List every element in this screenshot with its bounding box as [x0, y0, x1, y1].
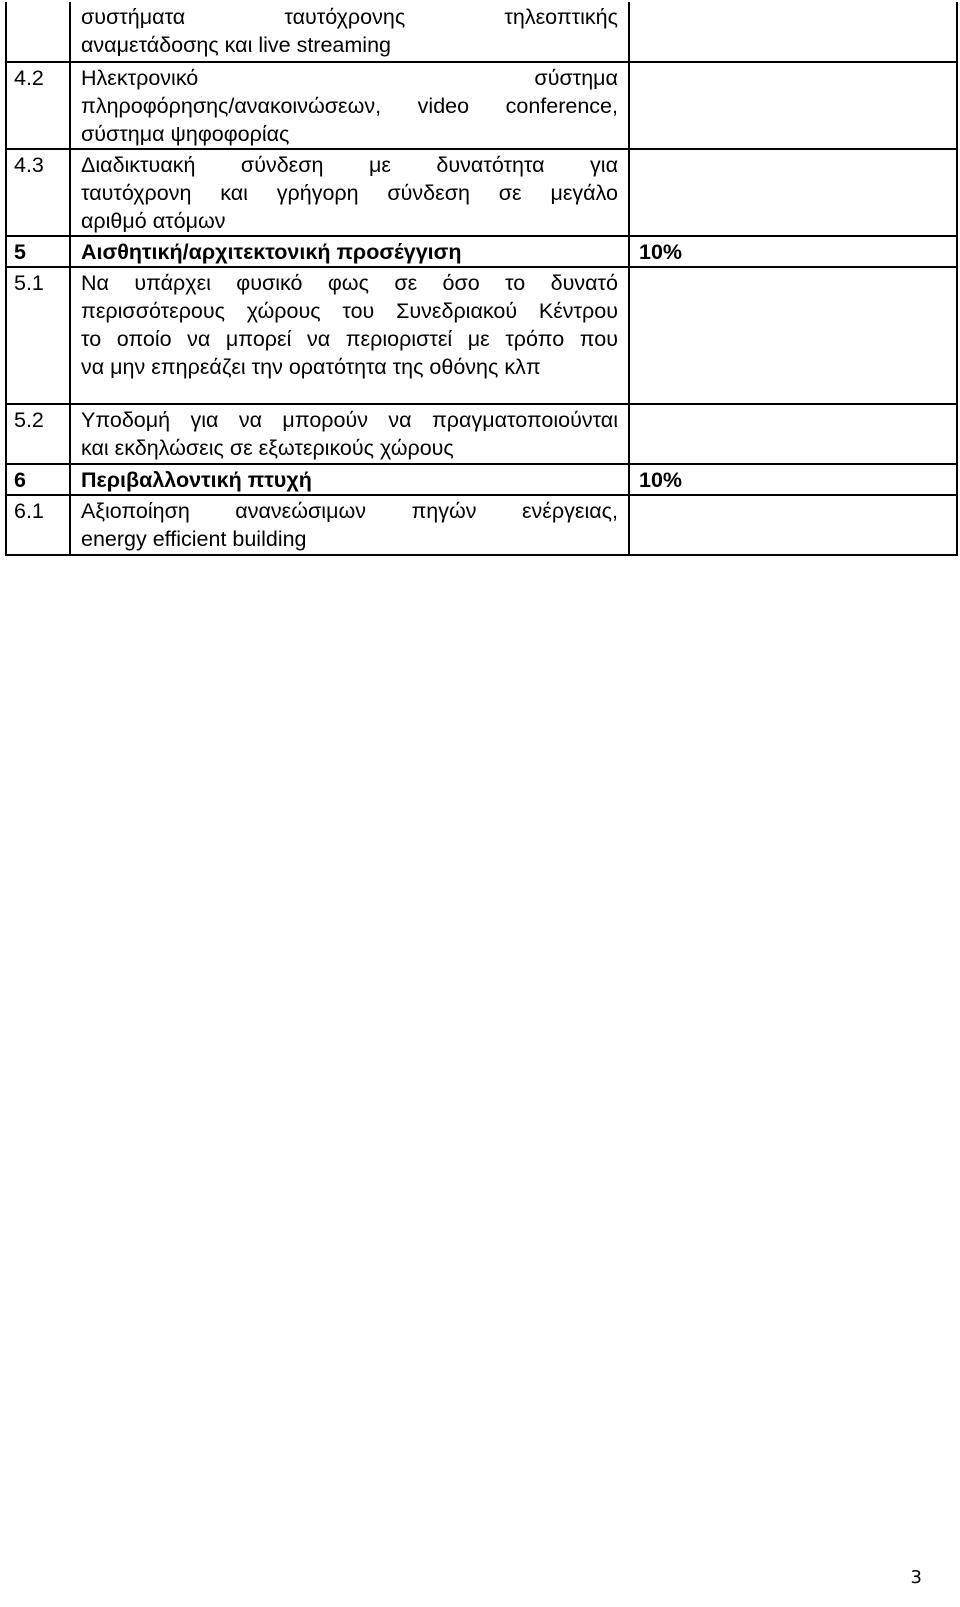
description-line: το οποίο να μπορεί να περιοριστεί με τρόπο που: [81, 327, 618, 351]
table-row: [6, 149, 957, 236]
section-title-line: Αισθητική/αρχιτεκτονική προσέγγιση: [81, 240, 462, 264]
section-title-line: Περιβαλλοντική πτυχή: [81, 468, 312, 492]
table-row: [6, 2, 957, 62]
row-number: 5.1: [6, 267, 70, 404]
description-line: Να υπάρχει φυσικό φως σε όσο το δυνατό: [81, 271, 618, 295]
table-row: [6, 267, 957, 404]
description-line: συστήματα ταυτόχρονης τηλεοπτικής: [81, 5, 618, 29]
section-title: [70, 464, 629, 495]
section-number: 5: [6, 236, 70, 267]
criteria-table: [5, 2, 958, 556]
description-line: περισσότερους χώρους του Συνεδριακού Κέντρου: [81, 299, 618, 323]
description-line: και εκδηλώσεις σε εξωτερικούς χώρους: [81, 436, 454, 460]
table-row-section: [6, 236, 957, 267]
row-description: [70, 2, 629, 62]
row-weight: [629, 267, 957, 404]
page-number: 3: [910, 1567, 922, 1588]
section-weight: 10%: [629, 236, 957, 267]
description-line: Ηλεκτρονικό σύστημα: [81, 66, 618, 90]
row-weight: [629, 495, 957, 555]
description-line: να μην επηρεάζει την ορατότητα της οθόνης κλπ: [81, 355, 541, 379]
description-line: Υποδομή για να μπορούν να πραγματοποιούνται: [81, 408, 618, 432]
description-line: αναμετάδοσης και live streaming: [81, 33, 391, 57]
section-title: [70, 236, 629, 267]
description-line: energy efficient building: [81, 527, 307, 551]
description-line: Διαδικτυακή σύνδεση με δυνατότητα για: [81, 153, 618, 177]
section-weight: 10%: [629, 464, 957, 495]
row-weight: [629, 404, 957, 464]
description-line: σύστημα ψηφοφορίας: [81, 122, 290, 146]
row-number: 5.2: [6, 404, 70, 464]
row-weight: [629, 149, 957, 236]
row-description: [70, 267, 629, 404]
row-weight: [629, 62, 957, 149]
row-number: 6.1: [6, 495, 70, 555]
row-description: [70, 495, 629, 555]
description-line: ταυτόχρονη και γρήγορη σύνδεση σε μεγάλο: [81, 181, 618, 205]
description-line: πληροφόρησης/ανακοινώσεων, video conference,: [81, 94, 618, 118]
row-description: [70, 149, 629, 236]
row-description: [70, 62, 629, 149]
row-weight: [629, 2, 957, 62]
row-number: [6, 2, 70, 62]
table-row: [6, 62, 957, 149]
description-line: αριθμό ατόμων: [81, 209, 226, 233]
table-row: [6, 495, 957, 555]
description-line: Αξιοποίηση ανανεώσιμων πηγών ενέργειας,: [81, 499, 618, 523]
row-description: [70, 404, 629, 464]
row-number: 4.3: [6, 149, 70, 236]
section-number: 6: [6, 464, 70, 495]
row-number: 4.2: [6, 62, 70, 149]
table-row: [6, 404, 957, 464]
table-row-section: [6, 464, 957, 495]
